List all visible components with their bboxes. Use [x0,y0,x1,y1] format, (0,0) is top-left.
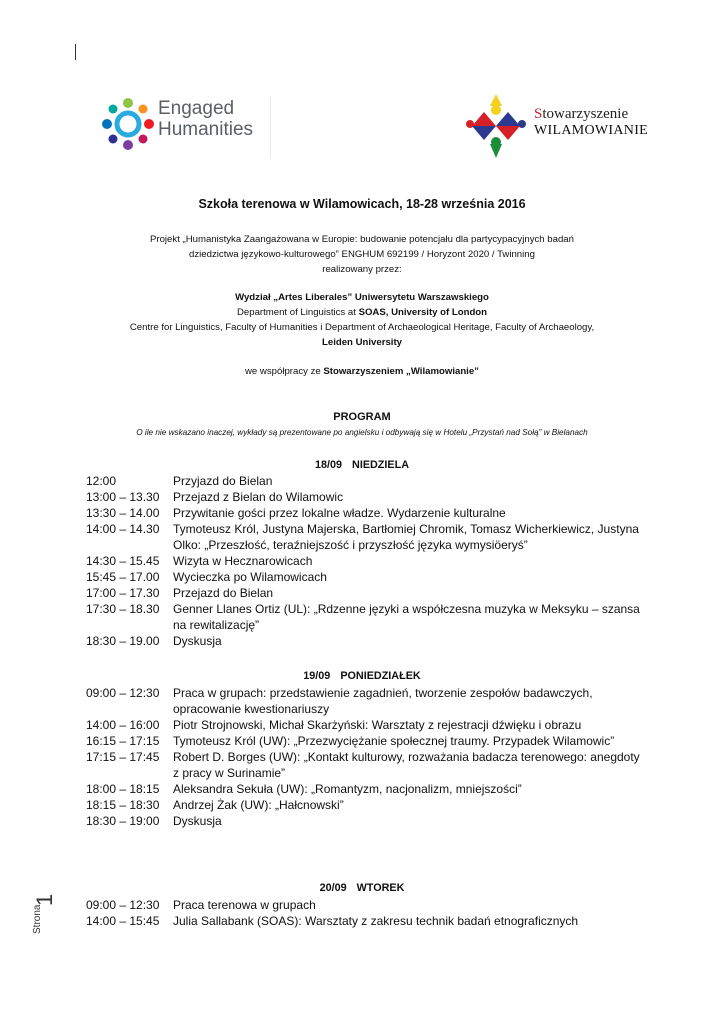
schedule-description: Dyskusja [173,814,222,828]
organizer-soas [60,305,664,320]
schedule-description: Robert D. Borges (UW): „Kontakt kulturowy, rozważania badacza terenowego: anegdoty z pracy w Surinamie” [173,750,640,780]
engaged-humanities-emblem-icon [100,96,156,152]
organizer-soas-prefix: Department of Linguistics at [236,307,359,318]
schedule-description: Przejazd do Bielan [173,586,274,600]
schedule-description: Piotr Strojnowski, Michał Skarżyński: Warsztaty z rejestracji dźwięku i obrazu [173,718,582,732]
wilamowianie-emblem-icon [462,92,530,160]
cooperation-partner: Stowarzyszeniem „Wilamowianie” [323,366,479,377]
cooperation-prefix: we współpracy ze [245,366,324,377]
day-date: 19/09 [303,670,331,682]
schedule-row [86,473,646,489]
schedule-description: Przejazd z Bielan do Wilamowic [173,490,344,504]
logo-line-engaged: Engaged [158,98,235,119]
schedule-description: Praca w grupach: przedstawienie zagadnień, tworzenie zespołów badawczych, opracowanie kwestionariuszy [173,686,593,716]
organizer-leiden: Leiden University [322,337,402,348]
page-number: 1 [32,893,57,906]
schedule-row [86,913,646,929]
schedule-time: 13:30 – 14.00 [86,506,160,520]
schedule-row [86,521,646,553]
schedule-time: 15:45 – 17.00 [86,570,160,584]
day-weekday: PONIEDZIAŁEK [340,670,421,682]
schedule-row [86,813,646,829]
schedule-description: Julia Sallabank (SOAS): Warsztaty z zakresu technik badań etnograficznych [173,914,579,928]
wilamowianie-logo [462,92,649,160]
schedule-row [86,553,646,569]
schedule-description: Dyskusja [173,634,222,648]
day-heading [60,882,664,894]
logo-line-wilamowianie: WILAMOWIANIE [534,123,649,138]
schedule-description: Genner Llanes Ortiz (UL): „Rdzenne języki a współczesna muzyka w Meksyku – szansa na rewitalizację” [173,602,640,632]
page-word: Strona [32,904,43,934]
schedule-row [86,585,646,601]
schedule-description: Aleksandra Sekuła (UW): „Romantyzm, nacjonalizm, mniejszości” [173,782,522,796]
schedule-time: 18:00 – 18:15 [86,782,160,796]
document-title: Szkoła terenowa w Wilamowicach, 18-28 września 2016 [198,197,526,211]
schedule-row [86,749,646,781]
program-heading: PROGRAM [333,411,391,423]
schedule-time: 17:00 – 17.30 [86,586,160,600]
program-note: O ile nie wskazano inaczej, wykłady są prezentowane po angielsku i odbywają się w Hotelu „Przystań nad Sołą” w Bielanach [136,428,588,437]
logo-initial: S [534,106,543,122]
schedule-day-1 [86,473,646,649]
schedule-row [86,781,646,797]
schedule-time: 17:30 – 18.30 [86,602,160,616]
schedule-time: 09:00 – 12:30 [86,898,160,912]
intro-line: Projekt „Humanistyka Zaangażowana w Europie: budowanie potencjału dla partycypacyjnych badań [150,234,574,245]
schedule-time: 18:30 – 19:00 [86,814,160,828]
schedule-row [86,633,646,649]
day-heading [60,459,664,471]
logo-line-stowarzyszenie [534,106,628,123]
schedule-time: 13:00 – 13.30 [86,490,160,504]
schedule-time: 18:15 – 18:30 [86,798,160,812]
schedule-row [86,685,646,717]
schedule-description: Tymoteusz Król (UW): „Przezwyciężanie społecznej traumy. Przypadek Wilamowic” [173,734,615,748]
day-heading [60,670,664,682]
schedule-time: 12:00 [86,474,117,488]
schedule-description: Przywitanie gości przez lokalne władze. Wydarzenie kulturalne [173,506,506,520]
day-weekday: WTOREK [356,882,405,894]
organizer-soas-name: SOAS, University of London [358,307,488,318]
schedule-description: Wycieczka po Wilamowicach [173,570,327,584]
schedule-time: 14:30 – 15.45 [86,554,160,568]
schedule-time: 14:00 – 14.30 [86,522,160,536]
schedule-description: Andrzej Żak (UW): „Hałcnowski” [173,798,344,812]
organizers [60,290,664,350]
schedule-row [86,797,646,813]
schedule-row [86,489,646,505]
schedule-time: 14:00 – 15:45 [86,914,160,928]
schedule-description: Tymoteusz Król, Justyna Majerska, Bartłomiej Chromik, Tomasz Wicherkiewicz, Justyna Olko: „Przeszłość, teraźniejszość i przyszłość języka wymysiöeryś” [173,522,639,552]
schedule-time: 09:00 – 12:30 [86,686,160,700]
schedule-row [86,505,646,521]
schedule-day-3 [86,897,646,929]
project-intro [60,232,664,277]
schedule-time: 17:15 – 17:45 [86,750,160,764]
schedule-description: Praca terenowa w grupach [173,898,316,912]
schedule-row [86,733,646,749]
schedule-row [86,601,646,633]
logo-line-humanities: Humanities [158,119,254,140]
day-weekday: NIEDZIELA [352,459,409,471]
text-cursor [75,44,76,60]
schedule-time: 18:30 – 19.00 [86,634,160,648]
day-date: 18/09 [314,459,343,471]
schedule-time: 16:15 – 17:15 [86,734,160,748]
schedule-row [86,717,646,733]
cooperation-line [60,364,664,379]
page-number-label [30,886,60,936]
schedule-description: Wizyta w Hecznarowicach [173,554,313,568]
organizer-warsaw: Wydział „Artes Liberales” Uniwersytetu Warszawskiego [235,292,489,303]
engaged-humanities-logo [100,96,270,156]
logo-divider [270,96,271,158]
schedule-description: Przyjazd do Bielan [173,474,273,488]
schedule-row [86,897,646,913]
logo-line-rest: towarzyszenie [542,106,629,122]
schedule-row [86,569,646,585]
schedule-day-2 [86,685,646,829]
day-date: 20/09 [319,882,347,894]
intro-line: realizowany przez: [322,264,402,275]
intro-line: dziedzictwa językowo-kulturowego” ENGHUM 692199 / Horyzont 2020 / Twinning [189,249,535,260]
organizer-leiden-units: Centre for Linguistics, Faculty of Humanities i Department of Archaeological Heritage, Faculty of Archaeology, [129,322,595,333]
schedule-time: 14:00 – 16:00 [86,718,160,732]
